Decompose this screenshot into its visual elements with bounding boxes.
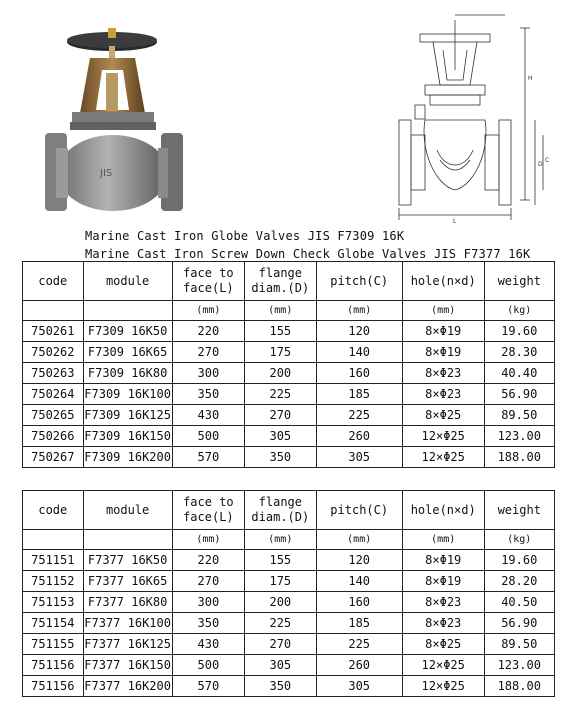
unit-flange: (mm) <box>245 530 316 550</box>
header-face-to-face: face to face(L) <box>172 491 245 530</box>
cell-flange: 175 <box>245 571 316 592</box>
cell-hole: 8×Φ19 <box>402 321 484 342</box>
header-pitch: pitch(C) <box>316 491 402 530</box>
unit-flange: (mm) <box>245 301 316 321</box>
cell-module: F7377 16K100 <box>83 613 172 634</box>
cell-module: F7309 16K65 <box>83 342 172 363</box>
cell-hole: 8×Φ19 <box>402 550 484 571</box>
cell-hole: 8×Φ23 <box>402 613 484 634</box>
unit-row <box>23 301 555 321</box>
cell-face: 220 <box>172 550 245 571</box>
header-code: code <box>23 491 84 530</box>
cell-module: F7309 16K100 <box>83 384 172 405</box>
caption-globe-valves: Marine Cast Iron Globe Valves JIS F7309 16K <box>85 229 405 243</box>
cell-face: 350 <box>172 613 245 634</box>
cell-code: 750266 <box>23 426 84 447</box>
cell-weight: 19.60 <box>484 550 554 571</box>
header-row <box>23 262 555 301</box>
cell-code: 751156 <box>23 655 84 676</box>
cell-module: F7377 16K80 <box>83 592 172 613</box>
header-face-to-face: face to face(L) <box>172 262 245 301</box>
header-module: module <box>83 262 172 301</box>
table-row <box>23 426 555 447</box>
cell-flange: 225 <box>245 613 316 634</box>
table2-body <box>23 550 555 697</box>
cell-module: F7309 16K50 <box>83 321 172 342</box>
svg-text:C: C <box>545 157 550 164</box>
unit-weight: (kg) <box>484 530 554 550</box>
unit-code <box>23 301 84 321</box>
valve-drawing <box>385 10 555 225</box>
cell-code: 750261 <box>23 321 84 342</box>
table-row <box>23 571 555 592</box>
cell-code: 751151 <box>23 550 84 571</box>
cell-code: 750263 <box>23 363 84 384</box>
cell-module: F7377 16K200 <box>83 676 172 697</box>
cell-weight: 19.60 <box>484 321 554 342</box>
cell-module: F7377 16K125 <box>83 634 172 655</box>
cell-weight: 28.30 <box>484 342 554 363</box>
spec-table-f7377 <box>22 490 555 697</box>
cell-code: 750264 <box>23 384 84 405</box>
cell-module: F7377 16K65 <box>83 571 172 592</box>
cell-flange: 270 <box>245 405 316 426</box>
cell-hole: 8×Φ25 <box>402 634 484 655</box>
cell-weight: 89.50 <box>484 405 554 426</box>
svg-text:L: L <box>453 218 457 225</box>
cell-module: F7309 16K200 <box>83 447 172 468</box>
cell-weight: 28.20 <box>484 571 554 592</box>
cell-weight: 56.90 <box>484 384 554 405</box>
table-row <box>23 676 555 697</box>
valve-photo <box>40 18 200 218</box>
cell-face: 570 <box>172 447 245 468</box>
cell-code: 751156 <box>23 676 84 697</box>
cell-code: 751154 <box>23 613 84 634</box>
cell-pitch: 120 <box>316 550 402 571</box>
table-row <box>23 342 555 363</box>
cell-pitch: 185 <box>316 613 402 634</box>
body-marking: JIS <box>100 168 113 179</box>
table-row <box>23 613 555 634</box>
table-row <box>23 655 555 676</box>
table-row <box>23 447 555 468</box>
table-row <box>23 405 555 426</box>
cell-weight: 40.40 <box>484 363 554 384</box>
unit-module <box>83 301 172 321</box>
cell-flange: 155 <box>245 321 316 342</box>
cell-hole: 8×Φ23 <box>402 384 484 405</box>
unit-weight: (kg) <box>484 301 554 321</box>
cell-flange: 155 <box>245 550 316 571</box>
cell-pitch: 225 <box>316 634 402 655</box>
cell-hole: 8×Φ19 <box>402 342 484 363</box>
header-weight: weight <box>484 262 554 301</box>
svg-text:H: H <box>528 75 533 82</box>
table1-body <box>23 321 555 468</box>
header-hole: hole(n×d) <box>402 491 484 530</box>
cell-hole: 12×Φ25 <box>402 426 484 447</box>
unit-face: (mm) <box>172 301 245 321</box>
cell-face: 430 <box>172 405 245 426</box>
cell-flange: 350 <box>245 447 316 468</box>
header-module: module <box>83 491 172 530</box>
table-row <box>23 384 555 405</box>
cell-hole: 12×Φ25 <box>402 447 484 468</box>
cell-flange: 200 <box>245 592 316 613</box>
cell-code: 751152 <box>23 571 84 592</box>
cell-flange: 305 <box>245 426 316 447</box>
table-row <box>23 550 555 571</box>
cell-face: 270 <box>172 342 245 363</box>
cell-module: F7309 16K125 <box>83 405 172 426</box>
cell-face: 350 <box>172 384 245 405</box>
cell-pitch: 140 <box>316 342 402 363</box>
cell-pitch: 225 <box>316 405 402 426</box>
cell-weight: 188.00 <box>484 447 554 468</box>
cell-weight: 188.00 <box>484 676 554 697</box>
cell-weight: 40.50 <box>484 592 554 613</box>
cell-pitch: 120 <box>316 321 402 342</box>
cell-face: 570 <box>172 676 245 697</box>
cell-code: 751155 <box>23 634 84 655</box>
header-flange: flange diam.(D) <box>245 262 316 301</box>
cell-hole: 8×Φ19 <box>402 571 484 592</box>
cell-module: F7377 16K150 <box>83 655 172 676</box>
cell-hole: 12×Φ25 <box>402 676 484 697</box>
cell-flange: 350 <box>245 676 316 697</box>
cell-hole: 8×Φ23 <box>402 363 484 384</box>
unit-hole: (mm) <box>402 530 484 550</box>
cell-code: 750267 <box>23 447 84 468</box>
header-pitch: pitch(C) <box>316 262 402 301</box>
cell-module: F7377 16K50 <box>83 550 172 571</box>
cell-pitch: 260 <box>316 426 402 447</box>
table-row <box>23 634 555 655</box>
unit-pitch: (mm) <box>316 530 402 550</box>
cell-module: F7309 16K150 <box>83 426 172 447</box>
svg-text:D: D <box>538 161 543 168</box>
cell-weight: 123.00 <box>484 655 554 676</box>
cell-face: 300 <box>172 592 245 613</box>
cell-face: 300 <box>172 363 245 384</box>
unit-module <box>83 530 172 550</box>
cell-pitch: 160 <box>316 592 402 613</box>
cell-pitch: 305 <box>316 676 402 697</box>
cell-flange: 305 <box>245 655 316 676</box>
header-row <box>23 491 555 530</box>
spec-table-f7309 <box>22 261 555 468</box>
header-code: code <box>23 262 84 301</box>
unit-face: (mm) <box>172 530 245 550</box>
cell-pitch: 305 <box>316 447 402 468</box>
table-row <box>23 363 555 384</box>
cell-code: 751153 <box>23 592 84 613</box>
cell-flange: 225 <box>245 384 316 405</box>
cell-pitch: 160 <box>316 363 402 384</box>
cell-code: 750265 <box>23 405 84 426</box>
cell-pitch: 140 <box>316 571 402 592</box>
unit-pitch: (mm) <box>316 301 402 321</box>
header-hole: hole(n×d) <box>402 262 484 301</box>
header-weight: weight <box>484 491 554 530</box>
cell-pitch: 185 <box>316 384 402 405</box>
cell-face: 430 <box>172 634 245 655</box>
cell-flange: 270 <box>245 634 316 655</box>
cell-module: F7309 16K80 <box>83 363 172 384</box>
cell-code: 750262 <box>23 342 84 363</box>
table-row <box>23 592 555 613</box>
cell-face: 500 <box>172 426 245 447</box>
cell-flange: 175 <box>245 342 316 363</box>
unit-code <box>23 530 84 550</box>
cell-weight: 123.00 <box>484 426 554 447</box>
unit-hole: (mm) <box>402 301 484 321</box>
caption-check-globe-valves: Marine Cast Iron Screw Down Check Globe Valves JIS F7377 16K <box>85 247 531 261</box>
table-row <box>23 321 555 342</box>
cell-face: 220 <box>172 321 245 342</box>
cell-face: 270 <box>172 571 245 592</box>
cell-pitch: 260 <box>316 655 402 676</box>
header-flange: flange diam.(D) <box>245 491 316 530</box>
cell-weight: 56.90 <box>484 613 554 634</box>
cell-weight: 89.50 <box>484 634 554 655</box>
cell-hole: 8×Φ25 <box>402 405 484 426</box>
cell-hole: 12×Φ25 <box>402 655 484 676</box>
cell-flange: 200 <box>245 363 316 384</box>
unit-row <box>23 530 555 550</box>
cell-hole: 8×Φ23 <box>402 592 484 613</box>
cell-face: 500 <box>172 655 245 676</box>
